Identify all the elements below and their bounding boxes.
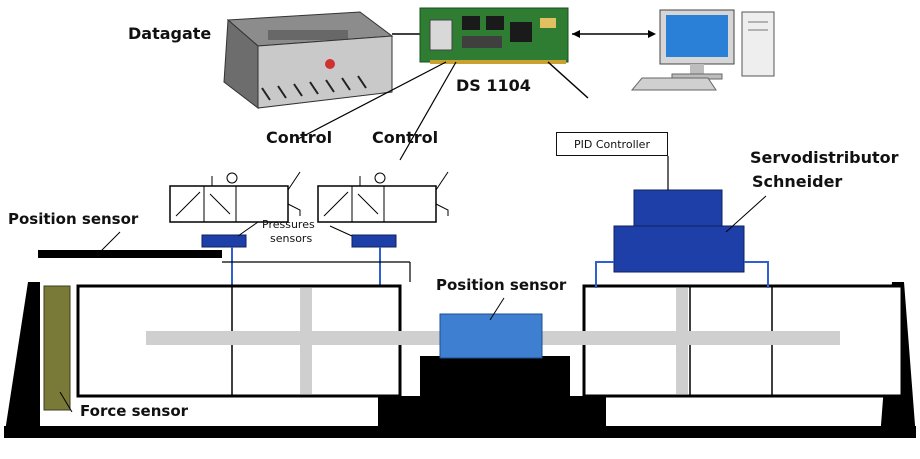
ds1104-label: DS 1104 — [456, 76, 531, 95]
computer-icon — [632, 10, 774, 90]
pedestal — [378, 356, 606, 430]
pid-controller-label: PID Controller — [574, 137, 650, 151]
position-sensor-left-bar — [38, 250, 222, 258]
pressure-sensor-right — [352, 235, 396, 247]
control-label-left: Control — [266, 128, 333, 147]
servodistributor-leader-line — [726, 196, 766, 232]
control-label-right: Control — [372, 128, 439, 147]
position-sensor-leader-line — [100, 232, 120, 252]
position-sensor-center-label: Position sensor — [436, 276, 567, 294]
position-sensor-center — [440, 314, 542, 358]
arrow-head-icon — [648, 30, 656, 38]
position-sensor-left-label: Position sensor — [8, 210, 139, 228]
piston-right — [676, 288, 688, 394]
pid-signal-line — [548, 62, 588, 98]
schneider-label: Schneider — [752, 172, 843, 191]
valve-right-icon — [318, 172, 448, 222]
datagate-device-icon — [224, 12, 392, 108]
pressures-leader-line — [330, 226, 352, 236]
servodistributor-body — [614, 226, 744, 272]
datagate-label: Datagate — [128, 24, 212, 43]
servodistributor-top — [634, 190, 722, 230]
pressures-leader-line — [238, 222, 258, 236]
force-sensor-label: Force sensor — [80, 402, 189, 420]
ds1104-card-icon — [420, 8, 568, 62]
hose-line — [744, 262, 768, 288]
sensors-label: sensors — [270, 232, 313, 245]
servodistributor-label: Servodistributor — [750, 148, 899, 167]
force-sensor — [44, 286, 70, 410]
pressure-sensor-left — [202, 235, 246, 247]
pid-controller-box — [556, 132, 668, 156]
arrow-head-icon — [572, 30, 580, 38]
valve-left-icon — [170, 172, 300, 222]
pressures-label: Pressures — [262, 218, 315, 231]
hose-line — [596, 262, 614, 288]
piston-left — [300, 288, 312, 394]
